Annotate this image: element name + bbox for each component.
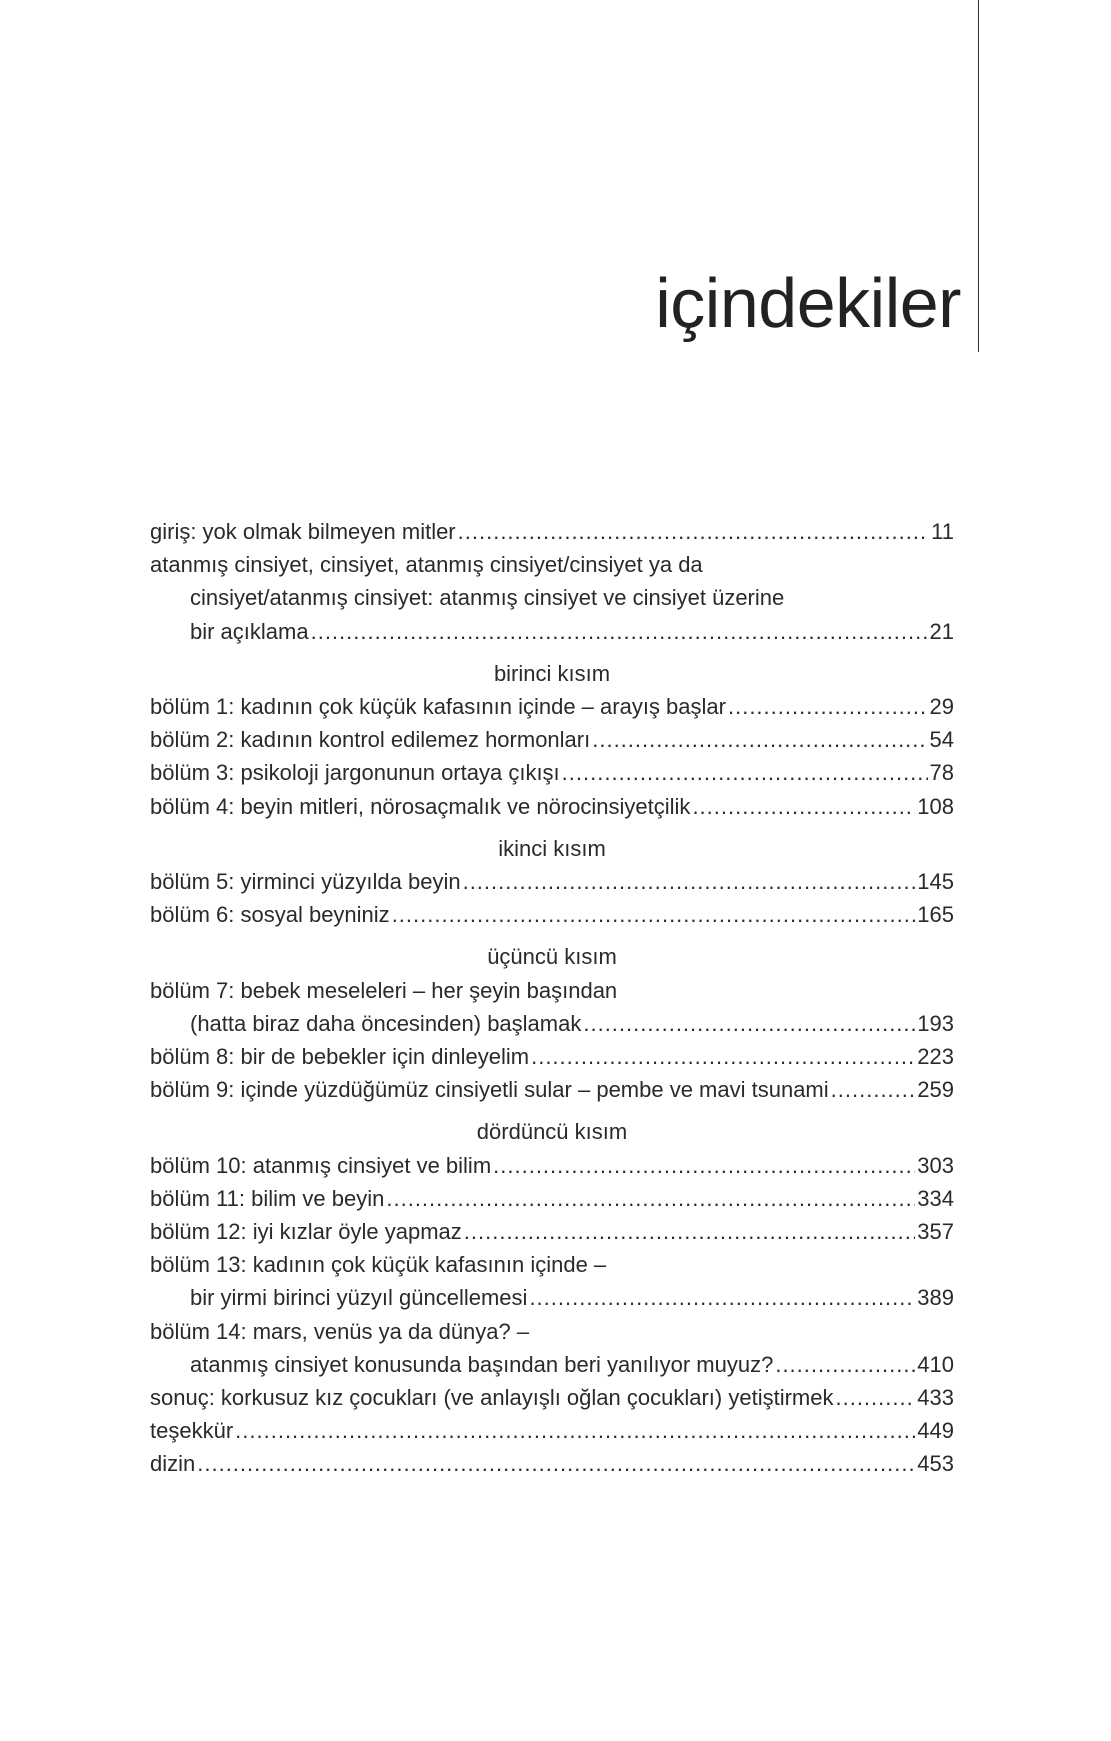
toc-entry-page: 11 [931, 519, 954, 544]
toc-entry-page: 357 [917, 1219, 954, 1245]
toc-entry-label: atanmış cinsiyet konusunda başından beri yanılıyor muyuz? [190, 1351, 774, 1377]
toc-entry-aciklama-line1[interactable]: atanmış cinsiyet, cinsiyet, atanmış cinsiyet/cinsiyet ya da [150, 552, 703, 578]
toc-entry-chapter-9[interactable] [150, 1073, 954, 1106]
dot-leader [592, 723, 927, 756]
dot-leader [458, 515, 930, 548]
toc-entry-chapter-12[interactable] [150, 1215, 954, 1248]
toc-entry-page: 78 [929, 760, 954, 786]
toc-entry-label: bölüm 12: iyi kızlar öyle yapmaz [150, 1219, 462, 1245]
toc-entry-label: dizin [150, 1451, 196, 1477]
toc-entry-chapter-1[interactable] [150, 690, 954, 723]
dot-leader [463, 865, 916, 898]
part-heading-1: birinci kısım [493, 660, 611, 686]
toc-entry-sonuc[interactable] [150, 1381, 954, 1414]
toc-entry-page: 29 [929, 694, 954, 720]
page-title: içindekiler [655, 264, 961, 342]
toc-entry-chapter-14-line1[interactable]: bölüm 14: mars, venüs ya da dünya? – [150, 1318, 530, 1344]
toc-entry-page: 54 [929, 727, 954, 753]
toc-entry-chapter-5[interactable] [150, 865, 954, 898]
toc-entry-label: bölüm 11: bilim ve beyin [150, 1185, 385, 1211]
table-of-contents [150, 515, 954, 1481]
toc-entry-page: 145 [917, 869, 954, 895]
toc-entry-giris[interactable] [150, 515, 954, 548]
toc-entry-page: 449 [917, 1418, 954, 1444]
toc-entry-tesekkur[interactable] [150, 1414, 954, 1447]
toc-entry-chapter-13[interactable] [150, 1281, 954, 1314]
dot-leader [493, 1149, 915, 1182]
toc-entry-aciklama[interactable] [150, 615, 954, 648]
dot-leader [831, 1073, 916, 1106]
toc-entry-label: bölüm 5: yirminci yüzyılda beyin [150, 869, 461, 895]
toc-entry-label: sonuç: korkusuz kız çocukları (ve anlayışlı oğlan çocukları) yetiştirmek [150, 1385, 834, 1411]
toc-entry-label: (hatta biraz daha öncesinden) başlamak [190, 1010, 582, 1036]
toc-entry-chapter-10[interactable] [150, 1149, 954, 1182]
dot-leader [311, 615, 928, 648]
toc-entry-label: bölüm 1: kadının çok küçük kafasının içinde – arayış başlar [150, 694, 726, 720]
toc-entry-chapter-11[interactable] [150, 1182, 954, 1215]
dot-leader [386, 1182, 915, 1215]
toc-entry-label: bölüm 4: beyin mitleri, nörosaçmalık ve nörocinsiyetçilik [150, 793, 691, 819]
part-heading-2: ikinci kısım [498, 835, 606, 861]
toc-entry-page: 193 [917, 1010, 954, 1036]
toc-entry-label: bölüm 3: psikoloji jargonunun ortaya çıkışı [150, 760, 560, 786]
toc-entry-page: 165 [917, 902, 954, 928]
toc-entry-label: bölüm 9: içinde yüzdüğümüz cinsiyetli sular – pembe ve mavi tsunami [150, 1077, 829, 1103]
toc-entry-chapter-7[interactable] [150, 1007, 954, 1040]
toc-entry-label: bir açıklama [190, 618, 309, 644]
dot-leader [235, 1414, 915, 1447]
toc-entry-aciklama-line2[interactable]: cinsiyet/atanmış cinsiyet: atanmış cinsiyet ve cinsiyet üzerine [190, 585, 785, 611]
toc-entry-chapter-7-line1[interactable]: bölüm 7: bebek meseleleri – her şeyin başından [150, 977, 618, 1003]
dot-leader [197, 1447, 915, 1480]
dot-leader [775, 1348, 915, 1381]
toc-entry-page: 410 [917, 1351, 954, 1377]
dot-leader [583, 1007, 915, 1040]
toc-entry-page: 108 [917, 793, 954, 819]
toc-entry-page: 433 [917, 1385, 954, 1411]
toc-entry-page: 334 [917, 1185, 954, 1211]
toc-entry-label: bir yirmi birinci yüzyıl güncellemesi [190, 1285, 528, 1311]
margin-rule [978, 0, 979, 352]
part-heading-4: dördüncü kısım [476, 1119, 628, 1145]
toc-entry-label: teşekkür [150, 1418, 234, 1444]
toc-entry-chapter-14[interactable] [150, 1348, 954, 1381]
toc-entry-page: 453 [917, 1451, 954, 1477]
dot-leader [531, 1040, 915, 1073]
dot-leader [692, 790, 915, 823]
toc-entry-label: bölüm 2: kadının kontrol edilemez hormonları [150, 727, 591, 753]
dot-leader [392, 898, 916, 931]
toc-entry-label: bölüm 8: bir de bebekler için dinleyelim [150, 1044, 530, 1070]
toc-entry-chapter-4[interactable] [150, 790, 954, 823]
toc-entry-chapter-13-line1[interactable]: bölüm 13: kadının çok küçük kafasının içinde – [150, 1252, 607, 1278]
toc-entry-chapter-8[interactable] [150, 1040, 954, 1073]
dot-leader [835, 1381, 915, 1414]
toc-entry-page: 303 [917, 1152, 954, 1178]
toc-entry-page: 259 [917, 1077, 954, 1103]
part-heading-3: üçüncü kısım [487, 944, 617, 970]
dot-leader [529, 1281, 915, 1314]
toc-entry-label: bölüm 6: sosyal beyniniz [150, 902, 390, 928]
toc-entry-dizin[interactable] [150, 1447, 954, 1480]
dot-leader [464, 1215, 915, 1248]
toc-entry-page: 21 [929, 618, 954, 644]
toc-entry-label: bölüm 10: atanmış cinsiyet ve bilim [150, 1152, 492, 1178]
dot-leader [562, 756, 928, 789]
toc-entry-chapter-3[interactable] [150, 756, 954, 789]
dot-leader [728, 690, 928, 723]
toc-entry-page: 389 [917, 1285, 954, 1311]
toc-entry-chapter-6[interactable] [150, 898, 954, 931]
toc-entry-page: 223 [917, 1044, 954, 1070]
toc-entry-chapter-2[interactable] [150, 723, 954, 756]
toc-entry-label: giriş: yok olmak bilmeyen mitler [150, 519, 456, 544]
